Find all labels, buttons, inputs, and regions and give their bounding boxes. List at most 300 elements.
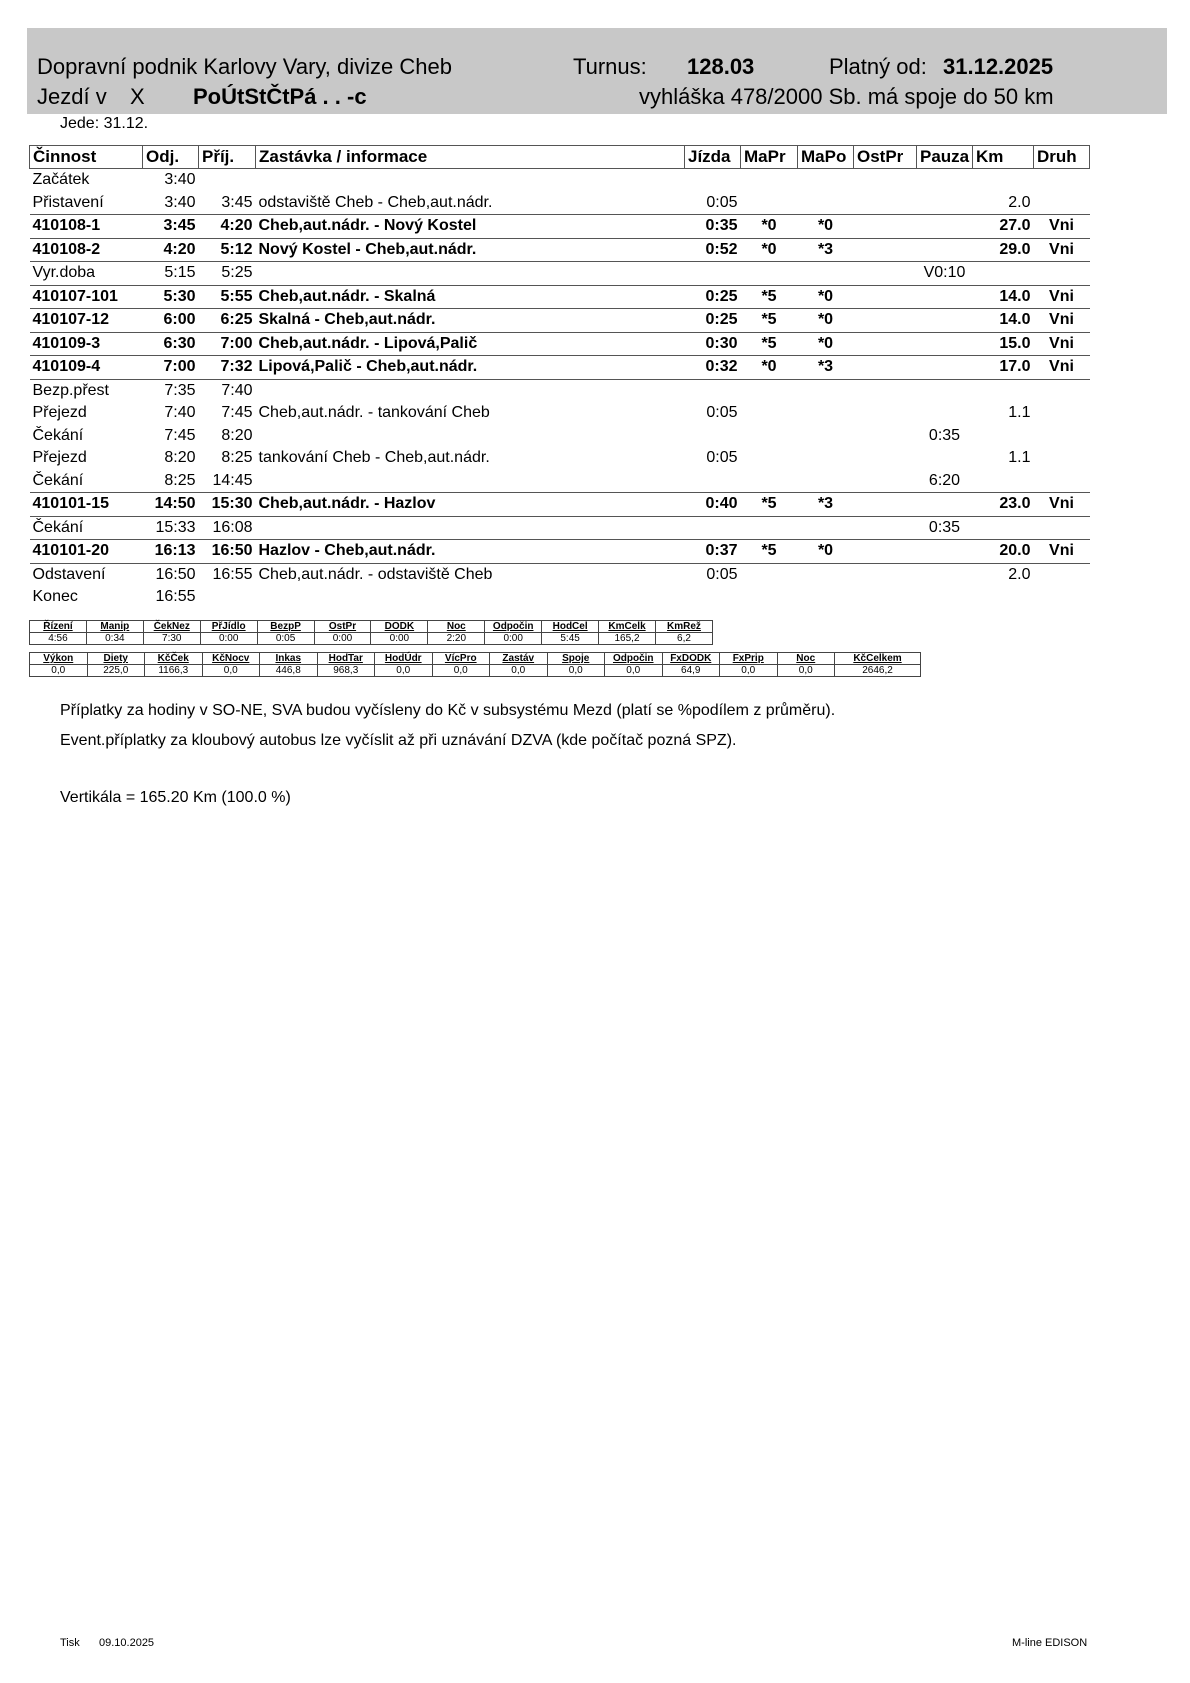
cell-mapr bbox=[741, 169, 798, 192]
cell-pauza bbox=[917, 192, 973, 215]
cell-druh bbox=[1034, 169, 1090, 192]
cell-mapo bbox=[798, 447, 854, 470]
cell-cinnost: Přistavení bbox=[30, 192, 143, 215]
cell-mapo bbox=[798, 563, 854, 586]
stat-value: 0,0 bbox=[720, 665, 778, 677]
stats-keys bbox=[30, 653, 921, 665]
stat-key: FxPrip bbox=[720, 653, 778, 665]
runs-x: X bbox=[130, 84, 145, 109]
header-band bbox=[27, 28, 1167, 114]
col-km: Km bbox=[973, 146, 1034, 169]
cell-jizda: 0:32 bbox=[685, 356, 741, 380]
cell-odj: 7:40 bbox=[164, 404, 196, 422]
cell-cinnost: 410109-4 bbox=[30, 356, 143, 380]
cell-prij: 15:30 bbox=[199, 493, 256, 517]
cell-mapr: *5 bbox=[741, 309, 798, 333]
cell-pauza bbox=[917, 309, 973, 333]
cell-km: 14.0 bbox=[973, 309, 1034, 333]
cell-pauza bbox=[917, 447, 973, 470]
cell-prij: 7:45 bbox=[221, 404, 253, 422]
stat-value: 446,8 bbox=[260, 665, 318, 677]
stat-key: VícPro bbox=[432, 653, 490, 665]
cell-jizda: 0:35 bbox=[685, 215, 741, 239]
stat-value: 0,0 bbox=[202, 665, 260, 677]
schedule-table bbox=[29, 145, 1090, 609]
cell-mapo: *0 bbox=[798, 332, 854, 356]
col-cinnost: Činnost bbox=[30, 146, 143, 169]
cell-pauza bbox=[917, 285, 973, 309]
turnus-label: Turnus: bbox=[573, 54, 647, 79]
cell-cinnost: Odstavení bbox=[32, 565, 106, 583]
cell-zastavka bbox=[256, 586, 685, 609]
cell-odj: 8:20 bbox=[164, 449, 196, 467]
cell-prij: 4:20 bbox=[199, 215, 256, 239]
table-row bbox=[30, 493, 1090, 517]
cell-zastavka: odstaviště Cheb - Cheb,aut.nádr. bbox=[256, 192, 685, 215]
stat-value: 968,3 bbox=[317, 665, 375, 677]
cell-prij: 7:00 bbox=[199, 332, 256, 356]
runs-days: PoÚtStČtPá . . -c bbox=[193, 84, 367, 109]
software-name: M-line EDISON bbox=[1012, 1637, 1088, 1649]
cell-cinnost: Přejezd bbox=[32, 404, 87, 422]
table-row bbox=[30, 470, 1090, 493]
cell-prij: 7:32 bbox=[199, 356, 256, 380]
cell-mapr: *0 bbox=[741, 215, 798, 239]
cell-mapr bbox=[741, 563, 798, 586]
stat-value: 0:00 bbox=[200, 633, 257, 645]
table-row bbox=[30, 356, 1090, 380]
cell-prij: 5:12 bbox=[199, 238, 256, 262]
cell-cinnost: 410108-1 bbox=[30, 215, 143, 239]
cell-ostpr bbox=[854, 470, 917, 493]
stat-value: 0:00 bbox=[314, 633, 371, 645]
cell-km: 23.0 bbox=[973, 493, 1034, 517]
cell-zastavka bbox=[256, 169, 685, 192]
stat-key: KčCelkem bbox=[835, 653, 921, 665]
table-header bbox=[30, 146, 1090, 169]
cell-km bbox=[973, 586, 1034, 609]
table-row bbox=[30, 332, 1090, 356]
cell-jizda bbox=[685, 379, 741, 402]
stat-value: 0:34 bbox=[86, 633, 143, 645]
cell-mapo: *3 bbox=[798, 493, 854, 517]
print-label: Tisk bbox=[60, 1637, 80, 1649]
cell-druh bbox=[1034, 425, 1090, 448]
col-mapr: MaPr bbox=[741, 146, 798, 169]
cell-cinnost: Bezp.přest bbox=[32, 381, 109, 399]
cell-druh bbox=[1034, 586, 1090, 609]
col-zastavka: Zastávka / informace bbox=[256, 146, 685, 169]
valid-from-label: Platný od: bbox=[829, 54, 927, 79]
cell-zastavka bbox=[256, 516, 685, 540]
stat-key: Noc bbox=[777, 653, 835, 665]
cell-ostpr bbox=[854, 238, 917, 262]
cell-odj: 3:40 bbox=[164, 171, 196, 189]
stat-value: 5:45 bbox=[542, 633, 599, 645]
stat-value: 0,0 bbox=[375, 665, 433, 677]
stat-value: 0,0 bbox=[547, 665, 605, 677]
cell-ostpr bbox=[854, 447, 917, 470]
cell-odj: 7:45 bbox=[164, 426, 196, 444]
col-odj: Odj. bbox=[143, 146, 199, 169]
cell-odj: 6:00 bbox=[143, 309, 199, 333]
cell-jizda bbox=[685, 516, 741, 540]
cell-prij bbox=[199, 586, 256, 609]
cell-jizda bbox=[685, 262, 741, 286]
cell-druh: Vni bbox=[1034, 238, 1090, 262]
cell-mapr bbox=[741, 379, 798, 402]
cell-druh bbox=[1034, 192, 1090, 215]
stat-value: 0,0 bbox=[777, 665, 835, 677]
stat-key: Inkas bbox=[260, 653, 318, 665]
cell-zastavka: Cheb,aut.nádr. - odstaviště Cheb bbox=[258, 565, 493, 583]
cell-ostpr bbox=[854, 493, 917, 517]
cell-prij bbox=[199, 169, 256, 192]
cell-ostpr bbox=[854, 215, 917, 239]
cell-zastavka bbox=[256, 379, 685, 402]
cell-jizda: 0:05 bbox=[706, 449, 738, 467]
stat-key: Odpočin bbox=[605, 653, 663, 665]
cell-jizda: 0:40 bbox=[685, 493, 741, 517]
cell-mapr bbox=[741, 470, 798, 493]
company-name: Dopravní podnik Karlovy Vary, divize Cheb bbox=[37, 54, 452, 79]
stats-table-2 bbox=[29, 652, 921, 677]
cell-mapo: *0 bbox=[798, 540, 854, 564]
cell-prij: 5:55 bbox=[199, 285, 256, 309]
stat-value: 0,0 bbox=[490, 665, 548, 677]
cell-prij: 8:20 bbox=[221, 426, 253, 444]
cell-pauza bbox=[917, 238, 973, 262]
cell-jizda: 0:25 bbox=[685, 309, 741, 333]
table-row bbox=[30, 402, 1090, 425]
cell-zastavka: Cheb,aut.nádr. - Hazlov bbox=[256, 493, 685, 517]
cell-jizda bbox=[685, 169, 741, 192]
cell-ostpr bbox=[854, 379, 917, 402]
cell-mapr bbox=[741, 425, 798, 448]
cell-druh: Vni bbox=[1034, 356, 1090, 380]
cell-mapr: *5 bbox=[741, 493, 798, 517]
cell-ostpr bbox=[854, 192, 917, 215]
cell-jizda: 0:30 bbox=[685, 332, 741, 356]
cell-mapo bbox=[798, 192, 854, 215]
cell-mapr bbox=[741, 447, 798, 470]
cell-km bbox=[973, 470, 1034, 493]
cell-km: 2.0 bbox=[1008, 565, 1031, 583]
cell-prij: 6:25 bbox=[199, 309, 256, 333]
cell-cinnost: 410108-2 bbox=[30, 238, 143, 262]
table-row bbox=[30, 192, 1090, 215]
col-jizda: Jízda bbox=[685, 146, 741, 169]
cell-cinnost: Přejezd bbox=[32, 449, 87, 467]
cell-druh: Vni bbox=[1034, 540, 1090, 564]
cell-mapo: *0 bbox=[798, 309, 854, 333]
cell-zastavka bbox=[256, 470, 685, 493]
cell-odj: 16:13 bbox=[143, 540, 199, 564]
stat-value: 64,9 bbox=[662, 665, 720, 677]
col-druh: Druh bbox=[1034, 146, 1090, 169]
cell-ostpr bbox=[854, 309, 917, 333]
cell-prij: 7:40 bbox=[221, 381, 253, 399]
cell-cinnost: Konec bbox=[32, 588, 78, 606]
cell-cinnost: 410107-12 bbox=[30, 309, 143, 333]
stat-key: Řízení bbox=[30, 621, 87, 633]
stat-key: FxDODK bbox=[662, 653, 720, 665]
stat-key: PřJídlo bbox=[200, 621, 257, 633]
cell-pauza bbox=[917, 169, 973, 192]
cell-cinnost: Čekání bbox=[32, 426, 84, 444]
cell-ostpr bbox=[854, 332, 917, 356]
table-row bbox=[30, 563, 1090, 586]
stats-table-1 bbox=[29, 620, 713, 645]
cell-druh bbox=[1034, 402, 1090, 425]
cell-km: 2.0 bbox=[973, 192, 1034, 215]
cell-cinnost: 410109-3 bbox=[30, 332, 143, 356]
valid-from-value: 31.12.2025 bbox=[943, 54, 1054, 79]
cell-odj: 14:50 bbox=[143, 493, 199, 517]
stat-key: DODK bbox=[371, 621, 428, 633]
cell-jizda: 0:37 bbox=[685, 540, 741, 564]
cell-odj: 5:15 bbox=[143, 262, 199, 286]
cell-km: 27.0 bbox=[973, 215, 1034, 239]
cell-mapr bbox=[741, 192, 798, 215]
table-row bbox=[30, 215, 1090, 239]
cell-prij: 16:08 bbox=[199, 516, 256, 540]
col-prij: Příj. bbox=[199, 146, 256, 169]
cell-prij: 3:45 bbox=[199, 192, 256, 215]
stat-key: KmRež bbox=[655, 621, 712, 633]
table-row bbox=[30, 309, 1090, 333]
cell-odj: 16:55 bbox=[155, 588, 196, 606]
cell-odj: 7:00 bbox=[143, 356, 199, 380]
table-row bbox=[30, 540, 1090, 564]
cell-km bbox=[973, 262, 1034, 286]
cell-ostpr bbox=[854, 586, 917, 609]
cell-zastavka: Hazlov - Cheb,aut.nádr. bbox=[256, 540, 685, 564]
cell-km bbox=[973, 379, 1034, 402]
cell-pauza bbox=[917, 332, 973, 356]
stat-key: Manip bbox=[86, 621, 143, 633]
cell-druh bbox=[1034, 516, 1090, 540]
cell-prij: 16:55 bbox=[212, 565, 253, 583]
stat-key: BezpP bbox=[257, 621, 314, 633]
cell-druh bbox=[1034, 262, 1090, 286]
runs-label: Jezdí v bbox=[37, 84, 107, 109]
cell-prij: 14:45 bbox=[199, 470, 256, 493]
cell-mapr bbox=[741, 516, 798, 540]
cell-ostpr bbox=[854, 285, 917, 309]
cell-ostpr bbox=[854, 262, 917, 286]
stat-value: 165,2 bbox=[599, 633, 656, 645]
cell-mapr bbox=[741, 402, 798, 425]
cell-km: 20.0 bbox=[973, 540, 1034, 564]
cell-druh: Vni bbox=[1034, 332, 1090, 356]
cell-druh: Vni bbox=[1034, 285, 1090, 309]
stat-value: 0,0 bbox=[432, 665, 490, 677]
cell-pauza: V0:10 bbox=[917, 262, 973, 286]
cell-odj: 7:35 bbox=[164, 381, 196, 399]
cell-km: 17.0 bbox=[973, 356, 1034, 380]
stat-key: ČekNez bbox=[143, 621, 200, 633]
cell-jizda: 0:05 bbox=[685, 192, 741, 215]
cell-cinnost: Vyr.doba bbox=[30, 262, 143, 286]
cell-zastavka bbox=[256, 262, 685, 286]
cell-jizda: 0:25 bbox=[685, 285, 741, 309]
table-row bbox=[30, 262, 1090, 286]
col-pauza: Pauza bbox=[917, 146, 973, 169]
cell-odj: 6:30 bbox=[143, 332, 199, 356]
cell-ostpr bbox=[854, 516, 917, 540]
cell-druh bbox=[1034, 447, 1090, 470]
cell-pauza: 0:35 bbox=[917, 516, 973, 540]
cell-mapo bbox=[798, 425, 854, 448]
cell-cinnost: 410101-20 bbox=[30, 540, 143, 564]
stat-key: KčČek bbox=[145, 653, 203, 665]
stat-key: HodÚdr bbox=[375, 653, 433, 665]
note-line-1: Příplatky za hodiny v SO-NE, SVA budou vyčísleny do Kč v subsystému Mezd (platí se %podílem z průměru). bbox=[60, 702, 836, 719]
table-row bbox=[30, 425, 1090, 448]
stat-value: 2646,2 bbox=[835, 665, 921, 677]
stat-value: 0,0 bbox=[30, 665, 88, 677]
cell-mapo bbox=[798, 262, 854, 286]
stat-key: Spoje bbox=[547, 653, 605, 665]
stats-values bbox=[30, 633, 713, 645]
cell-mapo: *3 bbox=[798, 238, 854, 262]
regulation-note: vyhláška 478/2000 Sb. má spoje do 50 km bbox=[639, 84, 1054, 109]
cell-ostpr bbox=[854, 425, 917, 448]
table-row bbox=[30, 447, 1090, 470]
cell-cinnost: 410107-101 bbox=[30, 285, 143, 309]
cell-pauza bbox=[917, 586, 973, 609]
stat-key: Výkon bbox=[30, 653, 88, 665]
note-line-2: Event.příplatky za kloubový autobus lze vyčíslit až při uznávání DZVA (kde počítač pozná SPZ). bbox=[60, 732, 737, 749]
cell-jizda bbox=[685, 470, 741, 493]
cell-pauza bbox=[917, 356, 973, 380]
cell-odj: 3:40 bbox=[143, 192, 199, 215]
cell-odj: 16:50 bbox=[155, 565, 196, 583]
table-row bbox=[30, 169, 1090, 192]
cell-zastavka: Cheb,aut.nádr. - tankování Cheb bbox=[258, 404, 490, 422]
stat-key: HodCel bbox=[542, 621, 599, 633]
schedule-body bbox=[30, 169, 1090, 609]
cell-zastavka: Cheb,aut.nádr. - Skalná bbox=[256, 285, 685, 309]
cell-jizda: 0:05 bbox=[706, 404, 738, 422]
cell-mapo bbox=[798, 379, 854, 402]
cell-pauza bbox=[917, 563, 973, 586]
cell-ostpr bbox=[854, 169, 917, 192]
stat-key: Odpočin bbox=[485, 621, 542, 633]
cell-pauza bbox=[917, 379, 973, 402]
stat-value: 1166,3 bbox=[145, 665, 203, 677]
cell-mapo bbox=[798, 402, 854, 425]
cell-prij: 5:25 bbox=[199, 262, 256, 286]
table-row bbox=[30, 379, 1090, 402]
cell-ostpr bbox=[854, 356, 917, 380]
stat-key: OstPr bbox=[314, 621, 371, 633]
cell-km: 14.0 bbox=[973, 285, 1034, 309]
cell-mapr: *0 bbox=[741, 356, 798, 380]
cell-km bbox=[973, 169, 1034, 192]
cell-pauza: 0:35 bbox=[928, 426, 961, 444]
table-row bbox=[30, 516, 1090, 540]
cell-cinnost: Čekání bbox=[30, 516, 143, 540]
cell-km bbox=[973, 516, 1034, 540]
cell-zastavka: Cheb,aut.nádr. - Nový Kostel bbox=[256, 215, 685, 239]
cell-prij: 16:50 bbox=[199, 540, 256, 564]
cell-jizda bbox=[685, 425, 741, 448]
stat-value: 225,0 bbox=[87, 665, 145, 677]
cell-mapr bbox=[741, 586, 798, 609]
cell-ostpr bbox=[854, 540, 917, 564]
cell-zastavka: Nový Kostel - Cheb,aut.nádr. bbox=[256, 238, 685, 262]
stat-key: HodTar bbox=[317, 653, 375, 665]
jede-date: Jede: 31.12. bbox=[60, 115, 149, 132]
stats-values bbox=[30, 665, 921, 677]
cell-mapr: *5 bbox=[741, 540, 798, 564]
cell-zastavka: Cheb,aut.nádr. - Lipová,Palič bbox=[256, 332, 685, 356]
cell-cinnost: Začátek bbox=[32, 171, 90, 189]
cell-mapo: *0 bbox=[798, 285, 854, 309]
turnus-value: 128.03 bbox=[687, 54, 755, 79]
cell-mapr bbox=[741, 262, 798, 286]
cell-druh: Vni bbox=[1034, 215, 1090, 239]
stat-value: 2:20 bbox=[428, 633, 485, 645]
cell-odj: 15:33 bbox=[143, 516, 199, 540]
cell-zastavka: Lipová,Palič - Cheb,aut.nádr. bbox=[256, 356, 685, 380]
cell-druh: Vni bbox=[1034, 493, 1090, 517]
cell-mapo bbox=[798, 516, 854, 540]
table-row bbox=[30, 285, 1090, 309]
cell-mapo bbox=[798, 470, 854, 493]
stat-value: 6,2 bbox=[655, 633, 712, 645]
cell-odj: 4:20 bbox=[143, 238, 199, 262]
stat-key: Noc bbox=[428, 621, 485, 633]
cell-jizda bbox=[685, 586, 741, 609]
cell-pauza bbox=[917, 540, 973, 564]
cell-mapr: *5 bbox=[741, 285, 798, 309]
cell-jizda: 0:52 bbox=[685, 238, 741, 262]
cell-mapo bbox=[798, 169, 854, 192]
cell-druh bbox=[1034, 379, 1090, 402]
cell-pauza bbox=[917, 493, 973, 517]
cell-druh: Vni bbox=[1034, 309, 1090, 333]
cell-zastavka bbox=[256, 425, 685, 448]
stat-key: KčNocv bbox=[202, 653, 260, 665]
cell-ostpr bbox=[854, 402, 917, 425]
cell-mapo bbox=[798, 586, 854, 609]
cell-pauza bbox=[917, 402, 973, 425]
stats-keys bbox=[30, 621, 713, 633]
cell-km bbox=[973, 425, 1034, 448]
print-date: 09.10.2025 bbox=[99, 1637, 155, 1649]
cell-odj: 3:45 bbox=[143, 215, 199, 239]
col-ostpr: OstPr bbox=[854, 146, 917, 169]
cell-cinnost: 410101-15 bbox=[30, 493, 143, 517]
table-row bbox=[30, 238, 1090, 262]
cell-odj: 8:25 bbox=[143, 470, 199, 493]
vertikala-note: Vertikála = 165.20 Km (100.0 %) bbox=[60, 789, 291, 806]
cell-km: 15.0 bbox=[973, 332, 1034, 356]
cell-ostpr bbox=[854, 563, 917, 586]
cell-odj: 5:30 bbox=[143, 285, 199, 309]
col-mapo: MaPo bbox=[798, 146, 854, 169]
cell-mapr: *0 bbox=[741, 238, 798, 262]
cell-druh bbox=[1034, 470, 1090, 493]
stat-key: Zastáv bbox=[490, 653, 548, 665]
stat-value: 0,0 bbox=[605, 665, 663, 677]
cell-druh bbox=[1034, 563, 1090, 586]
table-row bbox=[30, 586, 1090, 609]
stat-value: 0:00 bbox=[485, 633, 542, 645]
